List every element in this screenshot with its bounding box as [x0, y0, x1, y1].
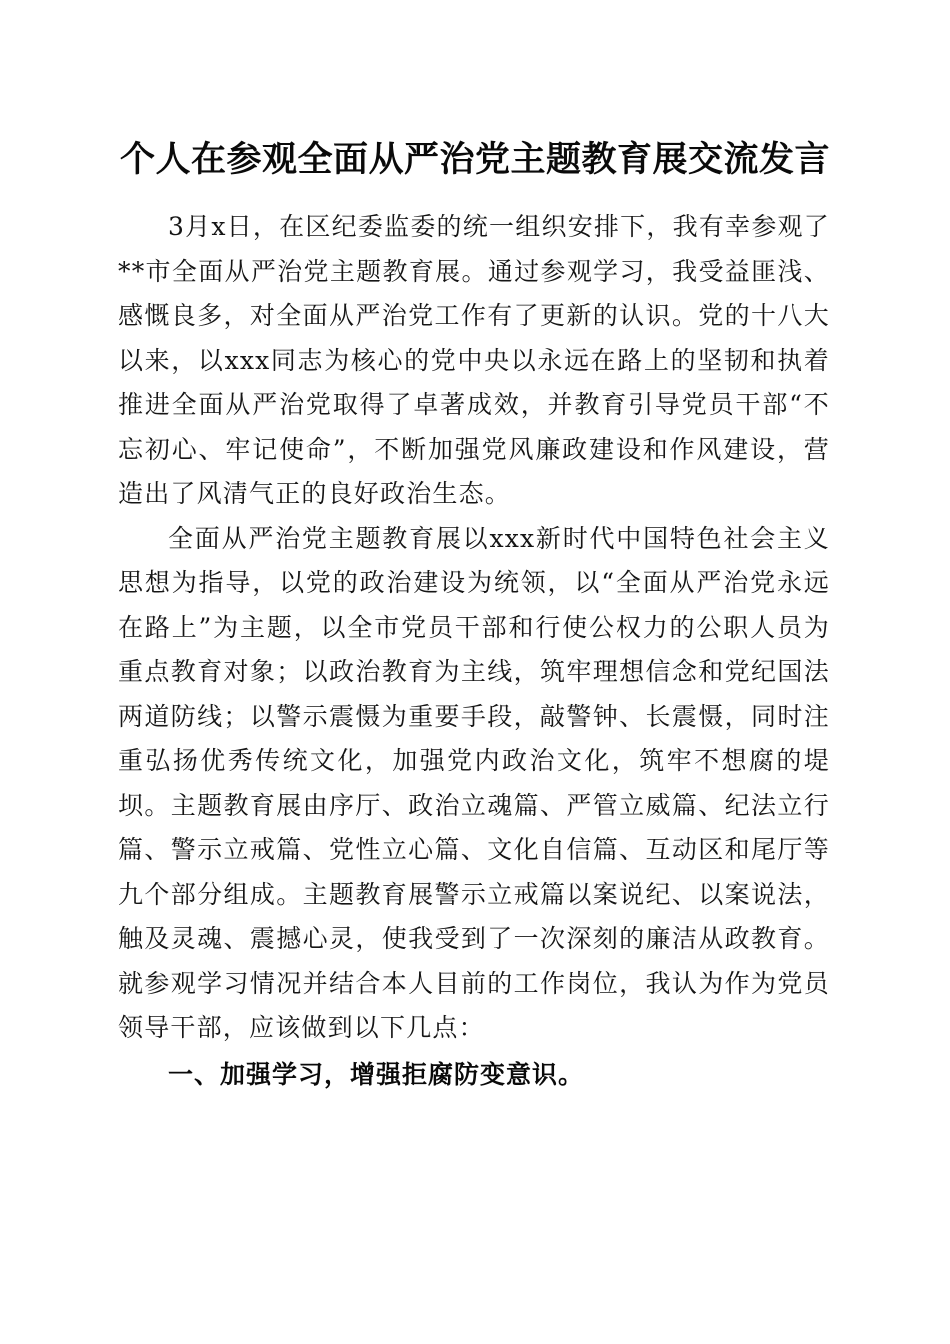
document-body [118, 205, 830, 1099]
paragraph-exhibition-overview: 全面从严治党主题教育展以xxx新时代中国特色社会主义思想为指导，以党的政治建设为统领，以“全面从严治党永远在路上”为主题，以全市党员干部和行使公权力的公职人员为重点教育对象；以政治教育为主线，筑牢理想信念和党纪国法两道防线；以警示震慑为重要手段，敲警钟、长震慑，同时注重弘扬优秀传统文化，加强党内政治文化，筑牢不想腐的堤坝。主题教育展由序厅、政治立魂篇、严管立威篇、纪法立行篇、警示立戒篇、党性立心篇、文化自信篇、互动区和尾厅等九个部分组成。主题教育展警示立戒篇以案说纪、以案说法，触及灵魂、震撼心灵，使我受到了一次深刻的廉洁从政教育。就参观学习情况并结合本人目前的工作岗位，我认为作为党员领导干部，应该做到以下几点： [118, 523, 830, 1042]
document-title: 个人在参观全面从严治党主题教育展交流发言 [119, 139, 830, 180]
section-heading-1: 一、加强学习，增强拒腐防变意识。 [168, 1059, 585, 1089]
paragraph-intro: 3月x日，在区纪委监委的统一组织安排下，我有幸参观了**市全面从严治党主题教育展。通过参观学习，我受益匪浅、感慨良多，对全面从严治党工作有了更新的认识。党的十八大以来，以xxx同志为核心的党中央以永远在路上的坚韧和执着推进全面从严治党取得了卓著成效，并教育引导党员干部“不忘初心、牢记使命”，不断加强党风廉政建设和作风建设，营造出了风清气正的良好政治生态。 [118, 212, 830, 508]
